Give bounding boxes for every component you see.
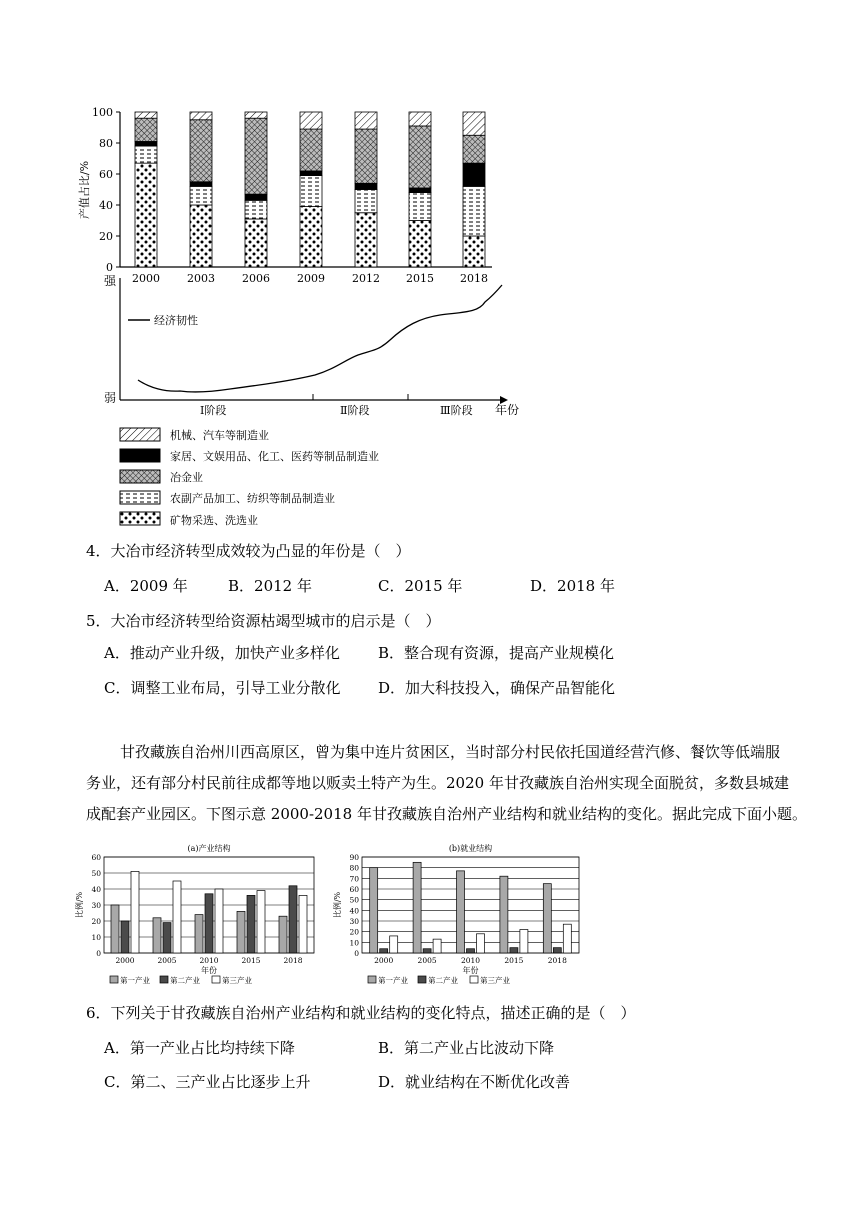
- stacked-bar-chart: [77, 106, 492, 285]
- y-tick-label: 100: [92, 106, 113, 119]
- q5-option-d[interactable]: D．加大科技投入，确保产品智能化: [378, 679, 616, 697]
- bar-segment: [463, 163, 485, 186]
- y-tick-label: 60: [99, 168, 113, 181]
- legend-swatch-cross: [120, 470, 160, 483]
- stage-1-label: Ⅰ阶段: [200, 404, 227, 417]
- bar-segment: [135, 163, 157, 267]
- bar-segment: [135, 146, 157, 163]
- strong-label: 强: [104, 274, 117, 288]
- q6-option-b[interactable]: B．第二产业占比波动下降: [378, 1039, 555, 1057]
- q5-option-c[interactable]: C．调整工业布局，引导工业分散化: [104, 679, 341, 697]
- bar: [121, 921, 129, 953]
- y-tick-label: 80: [99, 137, 113, 150]
- bar-segment: [245, 194, 267, 200]
- bar: [553, 948, 561, 953]
- bar: [289, 886, 297, 953]
- bar-segment: [409, 112, 431, 126]
- bar-segment: [300, 112, 322, 129]
- bar-segment: [190, 205, 212, 267]
- legend-label: 矿物采选、洗选业: [170, 514, 258, 527]
- bar: [380, 949, 388, 953]
- legend-swatch: [368, 976, 376, 983]
- bar: [413, 862, 421, 953]
- bar: [153, 918, 161, 953]
- legend-label: 第一产业: [378, 976, 408, 985]
- bar-segment: [135, 141, 157, 146]
- industry-structure-chart: [74, 843, 314, 985]
- bar: [563, 924, 571, 953]
- y-axis-label: 比例/%: [333, 891, 342, 919]
- bar-segment: [245, 112, 267, 118]
- x-tick-label: 2018: [547, 956, 567, 965]
- q6-option-a[interactable]: A．第一产业占比均持续下降: [104, 1039, 295, 1057]
- x-tick-label: 2018: [283, 956, 303, 965]
- bar-segment: [355, 129, 377, 183]
- bar-segment: [409, 126, 431, 188]
- bar-segment: [300, 129, 322, 171]
- y-tick-label: 60: [349, 885, 359, 894]
- legend-swatch-diag: [120, 428, 160, 441]
- x-tick-label: 2000: [374, 956, 394, 965]
- bar: [390, 936, 398, 953]
- bar-segment: [300, 171, 322, 176]
- y-axis-label: 比例/%: [75, 891, 84, 919]
- employment-structure-chart: [332, 843, 579, 985]
- bar-segment: [135, 112, 157, 118]
- q4-option-b[interactable]: B．2012 年: [228, 577, 312, 595]
- bar-segment: [245, 219, 267, 267]
- y-tick-label: 40: [349, 906, 359, 916]
- bar: [195, 915, 203, 953]
- y-tick-label: 50: [349, 895, 359, 905]
- bar-segment: [355, 190, 377, 213]
- bar-segment: [409, 193, 431, 221]
- legend-label: 第二产业: [170, 976, 200, 985]
- year-label: 2000: [132, 272, 160, 285]
- y-tick-label: 20: [349, 927, 359, 937]
- y-tick-label: 10: [349, 938, 359, 948]
- y-tick-label: 30: [349, 917, 359, 926]
- bar: [433, 939, 441, 953]
- legend-swatch-black: [120, 449, 160, 462]
- resilience-chart: [104, 274, 519, 417]
- legend-swatch: [470, 976, 478, 983]
- legend-swatch: [160, 976, 168, 983]
- bar-segment: [355, 213, 377, 267]
- x-tick-label: 2005: [157, 956, 177, 965]
- bar: [370, 868, 378, 953]
- bar-segment: [355, 112, 377, 129]
- bar: [173, 881, 181, 953]
- chart-title: (a)产业结构: [187, 844, 231, 853]
- bar-segment: [463, 236, 485, 267]
- bar: [215, 889, 223, 953]
- y-tick-label: 0: [354, 949, 359, 958]
- bar: [111, 905, 119, 953]
- bar: [163, 923, 171, 953]
- q4-option-c[interactable]: C．2015 年: [378, 577, 463, 595]
- passage-line-1: 甘孜藏族自治州川西高原区，曾为集中连片贫困区，当时部分村民依托国道经营汽修、餐饮等低端服: [120, 743, 781, 761]
- bar: [457, 871, 465, 953]
- q5-option-a[interactable]: A．推动产业升级，加快产业多样化: [104, 644, 340, 662]
- legend-swatch: [418, 976, 426, 983]
- weak-label: 弱: [104, 391, 117, 405]
- y-tick-label: 80: [349, 863, 359, 873]
- bar: [477, 934, 485, 953]
- y-axis-label: 产值占比/%: [78, 160, 91, 220]
- stage-3-label: Ⅲ阶段: [440, 404, 473, 417]
- year-label: 2018: [460, 272, 488, 285]
- bar-segment: [463, 135, 485, 163]
- q5-option-b[interactable]: B．整合现有资源，提高产业规模化: [378, 644, 615, 662]
- y-tick-label: 0: [106, 261, 113, 274]
- legend-swatch: [110, 976, 118, 983]
- y-tick-label: 90: [349, 853, 359, 862]
- bar-segment: [355, 183, 377, 189]
- bar-segment: [190, 186, 212, 205]
- bar: [205, 894, 213, 953]
- question-5-stem: 5．大冶市经济转型给资源枯竭型城市的启示是（ ）: [86, 612, 441, 630]
- legend-swatch-dots: [120, 512, 160, 525]
- year-label: 2003: [187, 272, 215, 285]
- bar-segment: [135, 118, 157, 141]
- year-label: 2006: [242, 272, 270, 285]
- bar: [423, 949, 431, 953]
- q6-option-d[interactable]: D．就业结构在不断优化改善: [378, 1073, 571, 1091]
- bar-segment: [245, 200, 267, 219]
- line-legend: 经济韧性: [154, 314, 198, 327]
- bar: [510, 948, 518, 953]
- bar-segment: [409, 188, 431, 193]
- y-tick-label: 50: [91, 869, 101, 878]
- y-tick-label: 70: [349, 874, 359, 884]
- bar-segment: [300, 207, 322, 267]
- y-tick-label: 40: [91, 885, 101, 894]
- q4-option-d[interactable]: D．2018 年: [530, 577, 615, 595]
- y-tick-label: 30: [91, 901, 101, 910]
- legend-label: 农副产品加工、纺织等制品制造业: [170, 492, 335, 505]
- bar: [543, 884, 551, 953]
- y-tick-label: 20: [99, 230, 113, 243]
- year-label: 2009: [297, 272, 325, 285]
- figure-1: [0, 0, 860, 540]
- legend-swatch-dash: [120, 491, 160, 504]
- x-tick-label: 2000: [115, 956, 135, 965]
- x-tick-label: 2005: [417, 956, 437, 965]
- x-axis-label: 年份: [201, 966, 217, 975]
- bar: [257, 891, 265, 953]
- chart-title: (b)就业结构: [448, 844, 493, 853]
- bar-segment: [463, 112, 485, 135]
- y-tick-label: 0: [96, 949, 101, 958]
- bar: [299, 895, 307, 953]
- legend-label: 冶金业: [170, 471, 203, 484]
- passage-line-2: 务业，还有部分村民前往成都等地以贩卖土特产为生。2020 年甘孜藏族自治州实现全面脱贫，多数县城建: [86, 774, 789, 792]
- y-tick-label: 60: [91, 853, 101, 862]
- x-tick-label: 2015: [241, 956, 261, 965]
- y-tick-label: 20: [91, 917, 101, 926]
- question-6-stem: 6．下列关于甘孜藏族自治州产业结构和就业结构的变化特点，描述正确的是（ ）: [86, 1004, 636, 1022]
- bar: [500, 876, 508, 953]
- bar: [247, 895, 255, 953]
- stage-2-label: Ⅱ阶段: [340, 404, 370, 417]
- bar-segment: [300, 176, 322, 207]
- q4-option-a[interactable]: A．2009 年: [104, 577, 188, 595]
- x-tick-label: 2015: [504, 956, 524, 965]
- legend-label: 家居、文娱用品、化工、医药等制品制造业: [170, 450, 379, 463]
- legend-label: 第二产业: [428, 976, 458, 985]
- x-tick-label: 2010: [199, 956, 219, 965]
- bar-segment: [190, 182, 212, 187]
- y-tick-label: 10: [91, 933, 101, 942]
- bar: [131, 871, 139, 953]
- passage-line-3: 成配套产业园区。下图示意 2000-2018 年甘孜藏族自治州产业结构和就业结构的变化。据此完成下面小题。: [86, 805, 807, 823]
- q6-option-c[interactable]: C．第二、三产业占比逐步上升: [104, 1073, 311, 1091]
- bar: [520, 930, 528, 953]
- bar: [467, 949, 475, 953]
- legend-label: 第三产业: [480, 976, 510, 985]
- year-label: 2012: [352, 272, 380, 285]
- x-axis-label: 年份: [462, 966, 479, 975]
- figure-2: [0, 835, 860, 995]
- legend-label: 第一产业: [120, 976, 150, 985]
- bar-segment: [245, 118, 267, 194]
- x-axis-label: 年份: [495, 403, 520, 417]
- legend-label: 机械、汽车等制造业: [170, 429, 269, 442]
- bar-segment: [190, 120, 212, 182]
- resilience-line: [138, 285, 502, 392]
- y-tick-label: 40: [99, 199, 113, 212]
- figure-legend: [120, 428, 379, 527]
- bar-segment: [409, 221, 431, 268]
- legend-label: 第三产业: [222, 976, 252, 985]
- x-tick-label: 2010: [460, 956, 481, 965]
- year-label: 2015: [406, 272, 434, 285]
- bar: [279, 916, 287, 953]
- question-4-stem: 4．大冶市经济转型成效较为凸显的年份是（ ）: [86, 542, 411, 560]
- bar: [237, 911, 245, 953]
- bar-segment: [463, 186, 485, 236]
- bar-segment: [190, 112, 212, 120]
- legend-swatch: [212, 976, 220, 983]
